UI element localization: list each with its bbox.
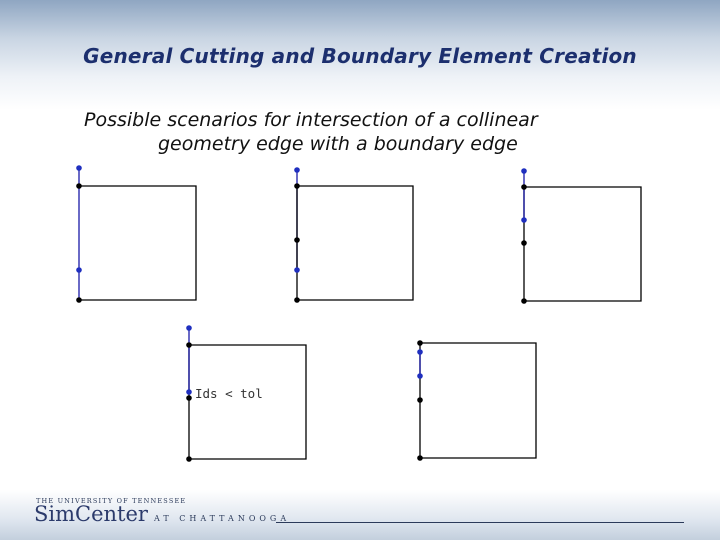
boundary-node [76,297,82,303]
tolerance-annotation: Ids < tol [195,386,263,401]
boundary-node [294,297,300,303]
subtitle-line-1: Possible scenarios for intersection of a collinear [84,109,538,131]
boundary-node [417,397,423,403]
geometry-node [76,267,82,273]
footer-rule [276,522,684,523]
boundary-box [79,186,196,300]
boundary-node [417,455,423,461]
boundary-node [521,184,527,190]
geometry-node [521,168,527,174]
geometry-node [294,267,300,273]
subtitle-line-2: geometry edge with a boundary edge [158,133,518,155]
boundary-node [521,240,527,246]
slide-title: General Cutting and Boundary Element Creation [83,44,637,68]
boundary-node [76,183,82,189]
boundary-node [417,340,423,346]
boundary-node [186,395,192,401]
footer-location: AT CHATTANOOGA [154,514,291,523]
boundary-box [420,343,536,458]
geometry-node [76,165,82,171]
geometry-node [521,217,527,223]
geometry-node [417,373,423,379]
geometry-node [294,167,300,173]
boundary-node [294,237,300,243]
boundary-box [524,187,641,301]
scenario-3 [521,168,641,304]
scenario-2 [294,167,413,303]
boundary-node [186,456,192,462]
boundary-box [297,186,413,300]
geometry-node [417,349,423,355]
geometry-node [186,389,192,395]
boundary-box [189,345,306,459]
footer-university: THE UNIVERSITY OF TENNESSEE [36,497,187,505]
geometry-node [186,325,192,331]
boundary-node [294,183,300,189]
boundary-node [521,298,527,304]
boundary-node [186,342,192,348]
scenario-1 [76,165,196,303]
footer-logo: SimCenter [34,502,148,526]
scenario-5 [417,340,536,461]
scenario-4 [186,325,306,462]
